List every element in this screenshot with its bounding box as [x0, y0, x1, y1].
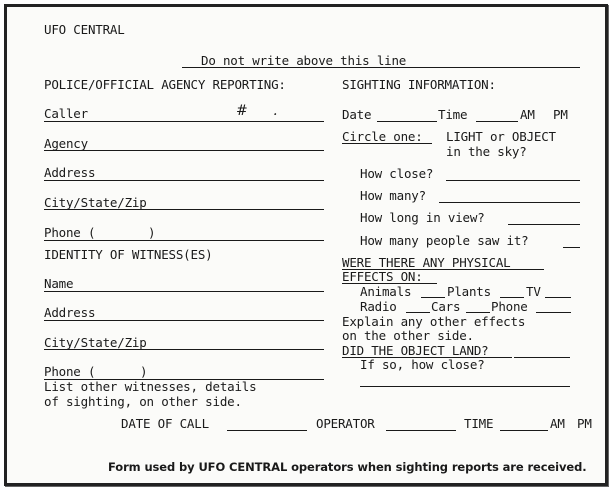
police-agency-heading: POLICE/OFFICIAL AGENCY REPORTING: [44, 77, 286, 92]
how-long-field[interactable] [508, 224, 580, 225]
sighting-info-heading: SIGHTING INFORMATION: [342, 77, 496, 92]
tv-label: TV [526, 284, 541, 299]
witness-address-field[interactable] [44, 320, 324, 321]
how-many-people-label: How many people saw it? [360, 233, 529, 248]
how-many-field[interactable] [439, 202, 580, 203]
witness-city-field[interactable] [44, 349, 324, 350]
physical-effects-line-2: EFFECTS ON: [342, 269, 423, 284]
witness-heading: IDENTITY OF WITNESS(ES) [44, 247, 213, 262]
form-caption: Form used by UFO CENTRAL operators when sighting reports are received. [108, 460, 587, 474]
witness-phone-label: Phone ( [44, 364, 96, 379]
animals-label: Animals [360, 284, 412, 299]
witness-name-field[interactable] [44, 291, 324, 292]
date-of-call-label: DATE OF CALL [121, 416, 209, 431]
radio-field[interactable] [406, 312, 430, 313]
in-the-sky-text: in the sky? [446, 144, 527, 159]
bottom-am-option[interactable]: AM [550, 416, 565, 431]
caller-number-sign: # [236, 103, 248, 119]
radio-label: Radio [360, 299, 397, 314]
cars-field[interactable] [466, 312, 490, 313]
address-label: Address [44, 165, 96, 180]
witness-name-label: Name [44, 276, 74, 291]
date-field[interactable] [377, 121, 437, 122]
how-close-field[interactable] [446, 180, 580, 181]
operator-field[interactable] [386, 430, 456, 431]
form-header: UFO CENTRAL [44, 22, 125, 37]
phone-effect-field[interactable] [536, 312, 571, 313]
light-or-object-options[interactable]: LIGHT or OBJECT [446, 129, 556, 144]
city-state-zip-field[interactable] [44, 209, 324, 210]
if-so-how-close-field[interactable] [360, 386, 570, 387]
did-object-land-field[interactable] [514, 357, 570, 358]
list-other-line-2: of sighting, on other side. [44, 394, 242, 409]
physical-effects-line-1: WERE THERE ANY PHYSICAL [342, 255, 511, 270]
plants-field[interactable] [500, 297, 524, 298]
date-label: Date [342, 107, 372, 122]
witness-phone-close-paren: ) [140, 364, 148, 379]
agency-field[interactable] [44, 150, 324, 151]
phone-close-paren: ) [148, 225, 156, 240]
explain-line-2: on the other side. [342, 328, 474, 343]
circle-one-label: Circle one: [342, 129, 423, 144]
agency-label: Agency [44, 136, 88, 151]
pm-option[interactable]: PM [553, 107, 568, 122]
bottom-time-field[interactable] [500, 430, 548, 431]
if-so-how-close-label: If so, how close? [360, 357, 485, 372]
time-label: Time [438, 107, 468, 122]
time-field[interactable] [476, 121, 518, 122]
witness-city-label: City/State/Zip [44, 335, 147, 350]
do-not-write-notice: Do not write above this line [201, 53, 407, 68]
circle-one-underline [342, 143, 432, 144]
how-long-label: How long in view? [360, 210, 485, 225]
bottom-time-label: TIME [464, 416, 494, 431]
operator-label: OPERATOR [316, 416, 375, 431]
date-of-call-field[interactable] [227, 430, 307, 431]
witness-address-label: Address [44, 305, 96, 320]
how-close-label: How close? [360, 166, 434, 181]
plants-label: Plants [447, 284, 491, 299]
do-not-write-line [182, 67, 580, 68]
tv-field[interactable] [545, 297, 571, 298]
cars-label: Cars [431, 299, 461, 314]
explain-line-1: Explain any other effects [342, 314, 526, 329]
caller-dot: . [273, 103, 278, 119]
phone-label: Phone ( [44, 225, 96, 240]
caller-label: Caller [44, 106, 88, 121]
am-option[interactable]: AM [520, 107, 535, 122]
how-many-label: How many? [360, 188, 426, 203]
animals-field[interactable] [421, 297, 445, 298]
city-state-zip-label: City/State/Zip [44, 195, 147, 210]
how-many-people-field[interactable] [563, 247, 580, 248]
did-object-land-label: DID THE OBJECT LAND? [342, 343, 489, 358]
phone-field[interactable] [44, 240, 324, 241]
bottom-pm-option[interactable]: PM [577, 416, 592, 431]
address-field[interactable] [44, 180, 324, 181]
phone-effect-label: Phone [491, 299, 528, 314]
caller-field[interactable] [44, 121, 324, 122]
list-other-line-1: List other witnesses, details [44, 379, 257, 394]
